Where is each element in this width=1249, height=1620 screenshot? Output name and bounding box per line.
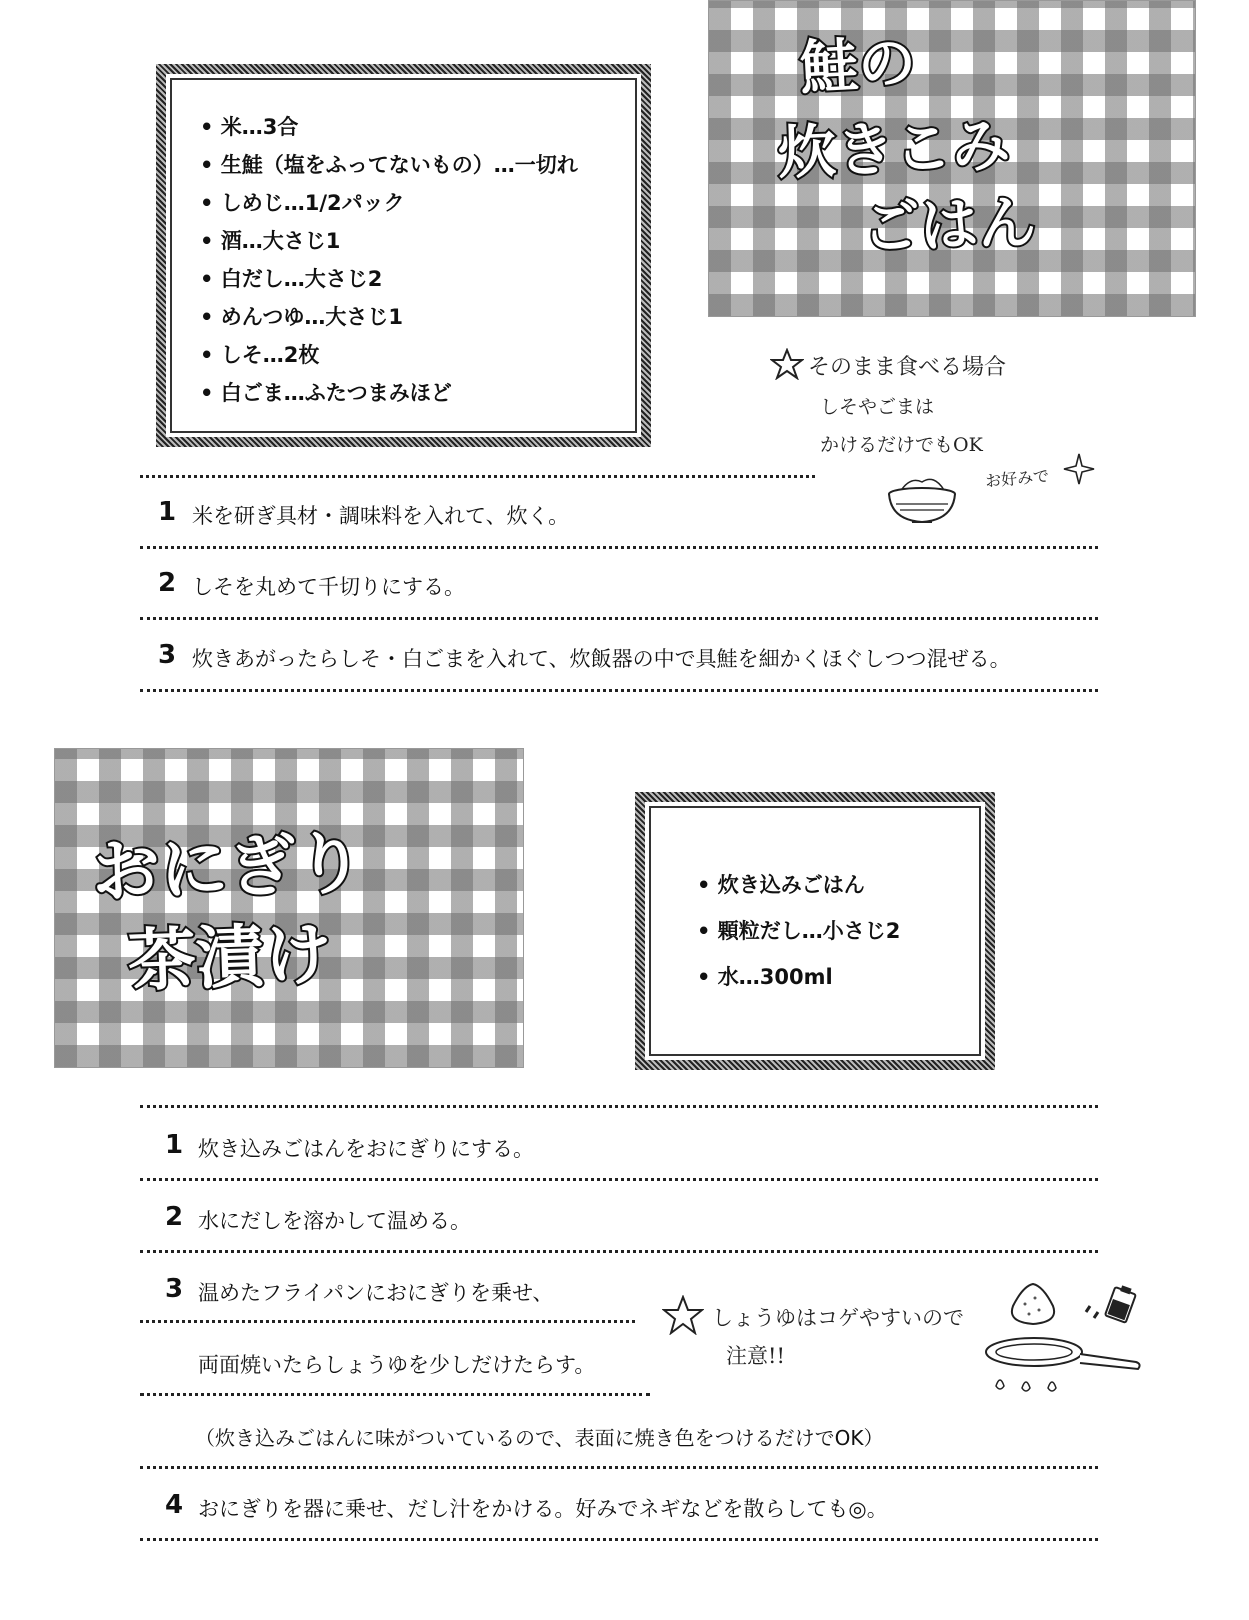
- dotted-divider: [140, 1250, 1098, 1253]
- step-number: 1: [165, 1130, 184, 1160]
- recipe1-title-line2: 炊きこみ: [776, 110, 1012, 188]
- dotted-divider: [140, 1538, 1098, 1541]
- ingredient-item: • 白だし…大さじ2: [200, 267, 383, 291]
- recipe2-title-line2: 茶漬け: [126, 915, 334, 1002]
- step3-note: （炊き込みごはんに味がついているので、表面に焼き色をつけるだけでOK）: [195, 1426, 884, 1450]
- step-text-continued: 両面焼いたらしょうゆを少しだけたらす。: [198, 1353, 596, 1377]
- dotted-divider: [140, 1320, 635, 1323]
- dotted-divider: [140, 1466, 1098, 1469]
- ingredient-item: • 白ごま…ふたつまみほど: [200, 381, 452, 405]
- dotted-divider: [140, 689, 1098, 692]
- ingredient-item: • しめじ…1/2パック: [200, 191, 405, 215]
- recipe1-title-line3: ごはん: [860, 187, 1038, 263]
- recipe1-ingredient-list: [200, 108, 578, 412]
- onigiri-icon: [1005, 1280, 1061, 1328]
- ingredient-item: • しそ…2枚: [200, 343, 320, 367]
- recipe1-title-line1: 鮭の: [798, 28, 918, 102]
- dotted-divider: [140, 1105, 1098, 1108]
- recipe1-note-line3: かけるだけでもOK: [820, 434, 983, 456]
- star-icon: [662, 1295, 704, 1335]
- recipe1-note-line4: お好みで: [984, 466, 1050, 491]
- step-number: 3: [158, 640, 177, 670]
- step-number: 2: [158, 568, 177, 598]
- step-text: しそを丸めて千切りにする。: [192, 575, 465, 599]
- step-number: 3: [165, 1274, 184, 1304]
- dotted-divider: [140, 1178, 1098, 1181]
- recipe2-ingredient-list: [697, 862, 900, 1000]
- ingredient-item: • 顆粒だし…小さじ2: [697, 919, 901, 943]
- ingredient-item: • 生鮭（塩をふってないもの）…一切れ: [200, 153, 578, 177]
- recipe2-title-line1: おにぎり: [90, 824, 366, 913]
- recipe1-note-line1: そのまま食べる場合: [808, 355, 1007, 380]
- ingredient-item: • 炊き込みごはん: [697, 873, 865, 897]
- soy-sauce-icon: [1080, 1284, 1144, 1334]
- step-text: 炊き込みごはんをおにぎりにする。: [198, 1137, 534, 1161]
- step-number: 4: [165, 1490, 184, 1520]
- frying-pan-icon: [984, 1330, 1144, 1400]
- dotted-divider: [140, 546, 1098, 549]
- sparkle-icon: [1062, 452, 1096, 486]
- recipe2-note-line1: しょうゆはコゲやすいので: [712, 1306, 964, 1330]
- dotted-divider: [140, 1393, 650, 1396]
- step-text: 炊きあがったらしそ・白ごまを入れて、炊飯器の中で具鮭を細かくほぐしつつ混ぜる。: [192, 647, 1011, 671]
- star-icon: [770, 348, 804, 380]
- step-text: 水にだしを溶かして温める。: [198, 1209, 471, 1233]
- dotted-divider: [140, 475, 815, 478]
- ingredient-item: • 水…300ml: [697, 965, 833, 989]
- ingredient-item: • 米…3合: [200, 115, 299, 139]
- step-text: 米を研ぎ具材・調味料を入れて、炊く。: [192, 504, 570, 528]
- recipe1-note-line2: しそやごまは: [820, 396, 935, 418]
- rice-bowl-icon: [886, 470, 958, 528]
- ingredient-item: • めんつゆ…大さじ1: [200, 305, 403, 329]
- step-text: 温めたフライパンにおにぎりを乗せ、: [198, 1281, 554, 1305]
- ingredient-item: • 酒…大さじ1: [200, 229, 341, 253]
- recipe2-note-line2: 注意!!: [726, 1344, 785, 1368]
- step-number: 2: [165, 1202, 184, 1232]
- dotted-divider: [140, 617, 1098, 620]
- step-number: 1: [158, 497, 177, 527]
- step-text: おにぎりを器に乗せ、だし汁をかける。好みでネギなどを散らしても◎。: [198, 1497, 888, 1521]
